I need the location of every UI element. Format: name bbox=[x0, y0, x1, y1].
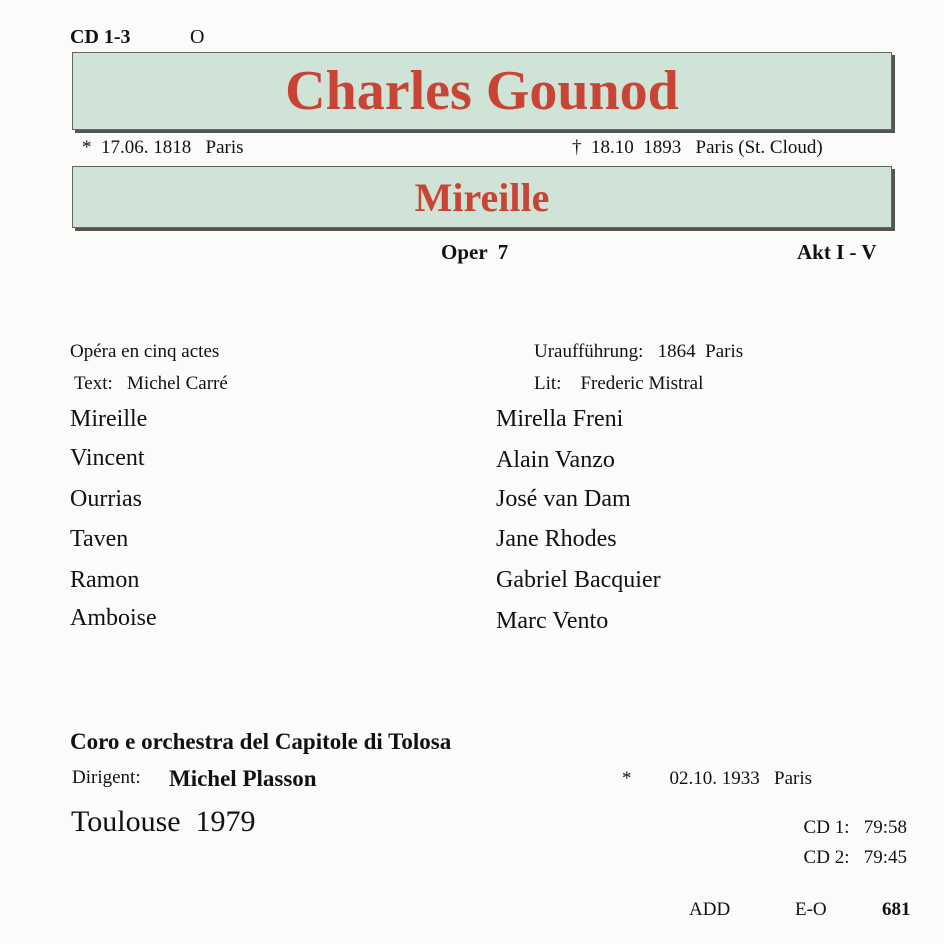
composer-death: † 18.10 1893 Paris (St. Cloud) bbox=[572, 137, 823, 158]
cast-role: Taven bbox=[70, 526, 129, 552]
recording-place-year: Toulouse 1979 bbox=[71, 805, 256, 838]
cd1-duration: CD 1: 79:58 bbox=[803, 817, 907, 838]
cast-role: Ramon bbox=[70, 567, 140, 593]
work-subtitle: Opéra en cinq actes bbox=[70, 341, 220, 362]
header-marker: O bbox=[190, 26, 205, 48]
cast-singer: Jane Rhodes bbox=[496, 526, 617, 552]
cd2-duration: CD 2: 79:45 bbox=[803, 847, 907, 868]
catalog-number: 681 bbox=[882, 899, 911, 920]
ensemble-name: Coro e orchestra del Capitole di Tolosa bbox=[70, 729, 452, 754]
composer-name: Charles Gounod bbox=[285, 60, 679, 122]
cast-role: Ourrias bbox=[70, 486, 142, 512]
work-title: Mireille bbox=[414, 175, 550, 220]
premiere-info: Uraufführung: 1864 Paris bbox=[534, 341, 744, 362]
libretto-credit: Text: Michel Carré bbox=[74, 373, 228, 394]
cast-singer: Marc Vento bbox=[496, 608, 609, 634]
conductor-name: Michel Plasson bbox=[169, 766, 317, 791]
disc-range: CD 1-3 bbox=[70, 26, 131, 48]
work-title-banner bbox=[72, 166, 892, 228]
cast-singer: Gabriel Bacquier bbox=[496, 567, 661, 593]
conductor-label: Dirigent: bbox=[72, 767, 141, 788]
cast-role: Mireille bbox=[70, 406, 148, 432]
cast-singer: Mirella Freni bbox=[496, 406, 624, 432]
conductor-birth: * 02.10. 1933 Paris bbox=[622, 768, 812, 789]
composer-birth: * 17.06. 1818 Paris bbox=[82, 137, 244, 158]
cast-singer: José van Dam bbox=[496, 486, 631, 512]
acts-range: Akt I - V bbox=[797, 240, 877, 264]
cast-role: Vincent bbox=[70, 445, 145, 471]
literary-source-credit: Lit: Frederic Mistral bbox=[534, 373, 704, 394]
opus-number: Oper 7 bbox=[441, 240, 509, 264]
recording-type: ADD bbox=[689, 899, 731, 920]
cast-role: Amboise bbox=[70, 605, 157, 631]
label-code: E-O bbox=[795, 899, 827, 920]
cast-singer: Alain Vanzo bbox=[496, 447, 615, 473]
composer-banner bbox=[72, 52, 892, 130]
